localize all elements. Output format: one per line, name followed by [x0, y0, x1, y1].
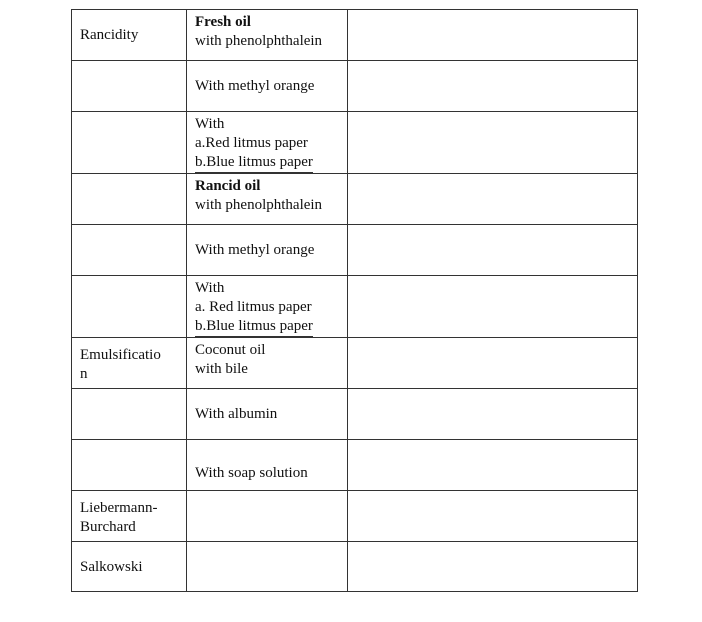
test-name-cell [72, 112, 187, 174]
test-name-cell [72, 225, 187, 276]
sample-cell [187, 440, 348, 491]
test-name: Burchard [80, 519, 136, 535]
sample-line: Coconut oil [195, 342, 266, 358]
test-name-cell [72, 491, 187, 542]
sample-cell [187, 491, 348, 542]
observation-cell [348, 61, 638, 112]
test-name-cell [72, 389, 187, 440]
test-name-cell [72, 174, 187, 225]
table-row [72, 440, 638, 491]
sample-line: With [195, 116, 225, 132]
observation-cell [348, 112, 638, 174]
sample-cell [187, 61, 348, 112]
observation-cell [348, 174, 638, 225]
sample-line: b.Blue litmus paper [195, 153, 313, 173]
sample-line: With methyl orange [195, 242, 315, 258]
test-name-cell [72, 10, 187, 61]
sample-line: with phenolphthalein [195, 197, 323, 213]
observation-cell [348, 389, 638, 440]
sample-heading: Fresh oil [195, 14, 251, 30]
table-row [72, 10, 638, 61]
table-row [72, 112, 638, 174]
sample-line: With albumin [195, 406, 278, 422]
sample-line: with bile [195, 361, 248, 377]
sample-line: With [195, 280, 225, 296]
table-row [72, 338, 638, 389]
test-name: Liebermann- [80, 500, 158, 516]
observation-cell [348, 10, 638, 61]
sample-line: a. Red litmus paper [195, 299, 312, 315]
sample-cell [187, 10, 348, 61]
observation-cell [348, 338, 638, 389]
sample-line: With soap solution [195, 465, 308, 481]
observation-cell [348, 542, 638, 592]
sample-heading: Rancid oil [195, 178, 261, 194]
sample-cell [187, 112, 348, 174]
sample-cell [187, 542, 348, 592]
experiment-table [71, 9, 638, 592]
table-row [72, 389, 638, 440]
sample-line: with phenolphthalein [195, 33, 323, 49]
table-row [72, 225, 638, 276]
table-row [72, 174, 638, 225]
sample-line: With methyl orange [195, 78, 315, 94]
sample-cell [187, 276, 348, 338]
test-name-cell [72, 61, 187, 112]
test-name: Rancidity [80, 27, 139, 43]
observation-cell [348, 440, 638, 491]
sample-cell [187, 225, 348, 276]
test-name-cell [72, 440, 187, 491]
table-row [72, 276, 638, 338]
test-name: Emulsificatio [80, 347, 161, 363]
table-row [72, 542, 638, 592]
test-name: n [80, 366, 88, 382]
sample-line: a.Red litmus paper [195, 135, 308, 151]
observation-cell [348, 491, 638, 542]
observation-cell [348, 225, 638, 276]
test-name-cell [72, 276, 187, 338]
test-name: Salkowski [80, 559, 143, 575]
test-name-cell [72, 338, 187, 389]
sample-cell [187, 174, 348, 225]
test-name-cell [72, 542, 187, 592]
sample-cell [187, 389, 348, 440]
sample-cell [187, 338, 348, 389]
sample-line: b.Blue litmus paper [195, 317, 313, 337]
observation-cell [348, 276, 638, 338]
table-row [72, 61, 638, 112]
table-row [72, 491, 638, 542]
